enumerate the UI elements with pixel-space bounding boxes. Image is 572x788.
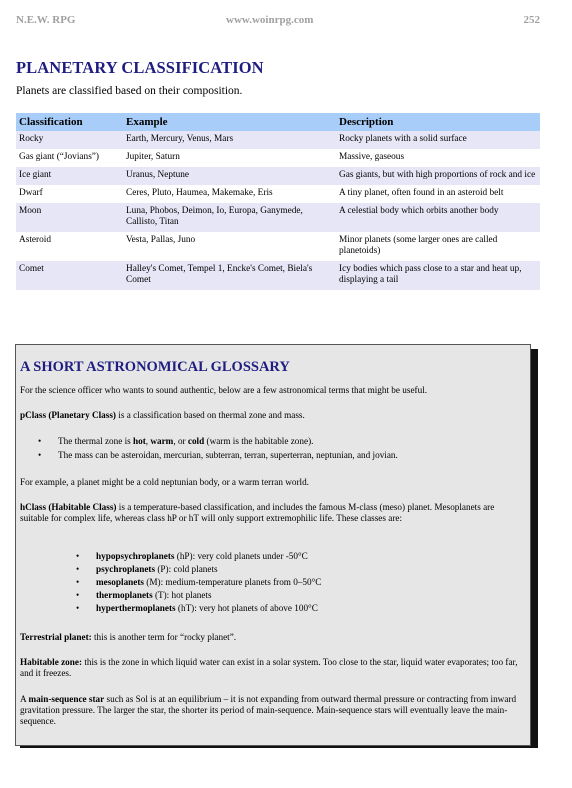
hclass-item-term: psychroplanets (96, 564, 156, 574)
section-intro: Planets are classified based on their composition. (16, 85, 243, 97)
table-cell: A celestial body which orbits another body (336, 203, 540, 232)
table-cell: Icy bodies which pass close to a star and heat up, displaying a tail (336, 261, 540, 290)
table-cell: Rocky (16, 131, 123, 149)
bullet-marker: • (76, 564, 80, 574)
table-row (16, 232, 540, 261)
term-cold: cold (187, 436, 205, 446)
table-row (16, 167, 540, 185)
hclass-item-text: (P): cold planets (155, 564, 218, 574)
hclass-item-text: (T): hot planets (152, 590, 212, 600)
table-cell: Jupiter, Saturn (126, 152, 180, 162)
table-row (16, 261, 540, 290)
table-cell: Halley's Comet, Tempel 1, Encke's Comet, Biela's Comet (123, 261, 336, 290)
main-sequence-pre: A (20, 694, 29, 704)
bullet-marker: • (38, 450, 42, 460)
terrestrial-definition (20, 632, 524, 643)
list-item (76, 603, 524, 614)
hclass-item-text: (M): medium-temperature planets from 0–50°C (143, 577, 322, 587)
table-cell: Rocky planets with a solid surface (336, 131, 540, 149)
section-title: PLANETARY CLASSIFICATION (16, 58, 264, 77)
term-hot: hot (133, 436, 146, 446)
table-cell: Gas giants, but with high proportions of rock and ice (336, 167, 540, 185)
table-cell: Moon (16, 203, 123, 232)
table-header-row (16, 113, 540, 131)
table-cell: Earth, Mercury, Venus, Mars (123, 131, 336, 149)
bullet-marker: • (76, 590, 80, 600)
terrestrial-text: this is another term for “rocky planet”. (91, 632, 237, 642)
table-cell: Massive, gaseous (339, 152, 405, 162)
pclass-list (38, 436, 524, 461)
table-row (16, 131, 540, 149)
list-item (38, 450, 524, 461)
table-row (16, 203, 540, 232)
table-cell: Gas giant (“Jovians”) (19, 152, 100, 162)
habitable-term: Habitable zone: (20, 657, 83, 667)
list-item (76, 564, 524, 575)
habitable-zone-definition (20, 657, 524, 679)
pclass-bullet1-b: (warm is the habitable zone). (204, 436, 314, 446)
column-header-classification: Classification (16, 113, 123, 131)
terrestrial-term: Terrestrial planet: (20, 632, 92, 642)
planetary-classification-table (16, 113, 540, 290)
page-number: 252 (523, 14, 540, 26)
bullet-marker: • (76, 577, 80, 587)
hclass-item-term: mesoplanets (96, 577, 144, 587)
table-cell: A tiny planet, often found in an asteroid belt (339, 188, 504, 198)
table-row (16, 185, 540, 203)
table-cell: Dwarf (19, 188, 43, 198)
pclass-bullet1-sep2: , or (173, 436, 188, 446)
pclass-definition (20, 410, 524, 421)
habitable-text: this is the zone in which liquid water can exist in a solar system. Too close to the star, liquid water evaporates; too far, and it freezes. (20, 657, 518, 678)
table-cell: Vesta, Pallas, Juno (126, 235, 196, 245)
hclass-item-term: hyperthermoplanets (96, 603, 176, 613)
list-item (38, 436, 524, 447)
table-cell: Minor planets (some larger ones are called planetoids) (339, 235, 498, 256)
table-cell: Ice giant (16, 167, 123, 185)
list-item (76, 577, 524, 588)
pclass-text: is a classification based on thermal zone and mass. (115, 410, 305, 420)
pclass-bullet1-a: The thermal zone is (58, 436, 134, 446)
hclass-item-term: hypopsychroplanets (96, 551, 175, 561)
main-sequence-definition (20, 694, 524, 727)
table-cell: Ceres, Pluto, Haumea, Makemake, Eris (126, 188, 273, 198)
header-website: www.woinrpg.com (226, 14, 314, 26)
bullet-marker: • (76, 551, 80, 561)
glossary-intro: For the science officer who wants to sound authentic, below are a few astronomical terms that might be useful. (20, 385, 428, 395)
table-cell: Comet (16, 261, 123, 290)
hclass-list (76, 551, 524, 614)
pclass-bullet2: The mass can be asteroidan, mercurian, subterran, terran, superterran, neptunian, and jovian. (58, 450, 398, 460)
hclass-term: hClass (Habitable Class) (20, 502, 117, 512)
list-item (76, 590, 524, 601)
hclass-item-text: (hT): very hot planets of above 100°C (175, 603, 318, 613)
hclass-item-text: (hP): very cold planets under -50°C (174, 551, 308, 561)
glossary-box (15, 344, 531, 746)
table-cell: Asteroid (19, 235, 52, 245)
main-sequence-term: main-sequence star (28, 694, 105, 704)
bullet-marker: • (38, 436, 42, 446)
list-item (76, 551, 524, 562)
main-sequence-text: such as Sol is at an equilibrium – it is not expanding from outward thermal pressure or contracting from inward gravitation pressure. The larger the star, the shorter its period of main-sequence. Main-sequence stars will eventually leave the main-sequence. (20, 694, 517, 726)
term-warm: warm (150, 436, 174, 446)
page-header (16, 14, 540, 30)
bullet-marker: • (76, 603, 80, 613)
table-row (16, 149, 540, 167)
hclass-item-term: thermoplanets (96, 590, 153, 600)
hclass-definition (20, 502, 524, 524)
column-header-description: Description (336, 113, 540, 131)
table-cell: Uranus, Neptune (123, 167, 336, 185)
table-cell: Luna, Phobos, Deimon, Io, Europa, Ganymede, Callisto, Titan (123, 203, 336, 232)
example-paragraph: For example, a planet might be a cold neptunian body, or a warm terran world. (20, 477, 309, 487)
pclass-term: pClass (Planetary Class) (20, 410, 116, 420)
column-header-example: Example (123, 113, 336, 131)
pclass-bullet1-sep1: , (145, 436, 151, 446)
glossary-title: A SHORT ASTRONOMICAL GLOSSARY (20, 359, 290, 375)
header-brand: N.E.W. RPG (16, 14, 76, 26)
hclass-text: is a temperature-based classification, and includes the famous M-class (meso) planet. Mesoplanets are suitable for complex life, whereas class hP or hT will only support extremophilic life. These classes are: (20, 502, 495, 523)
